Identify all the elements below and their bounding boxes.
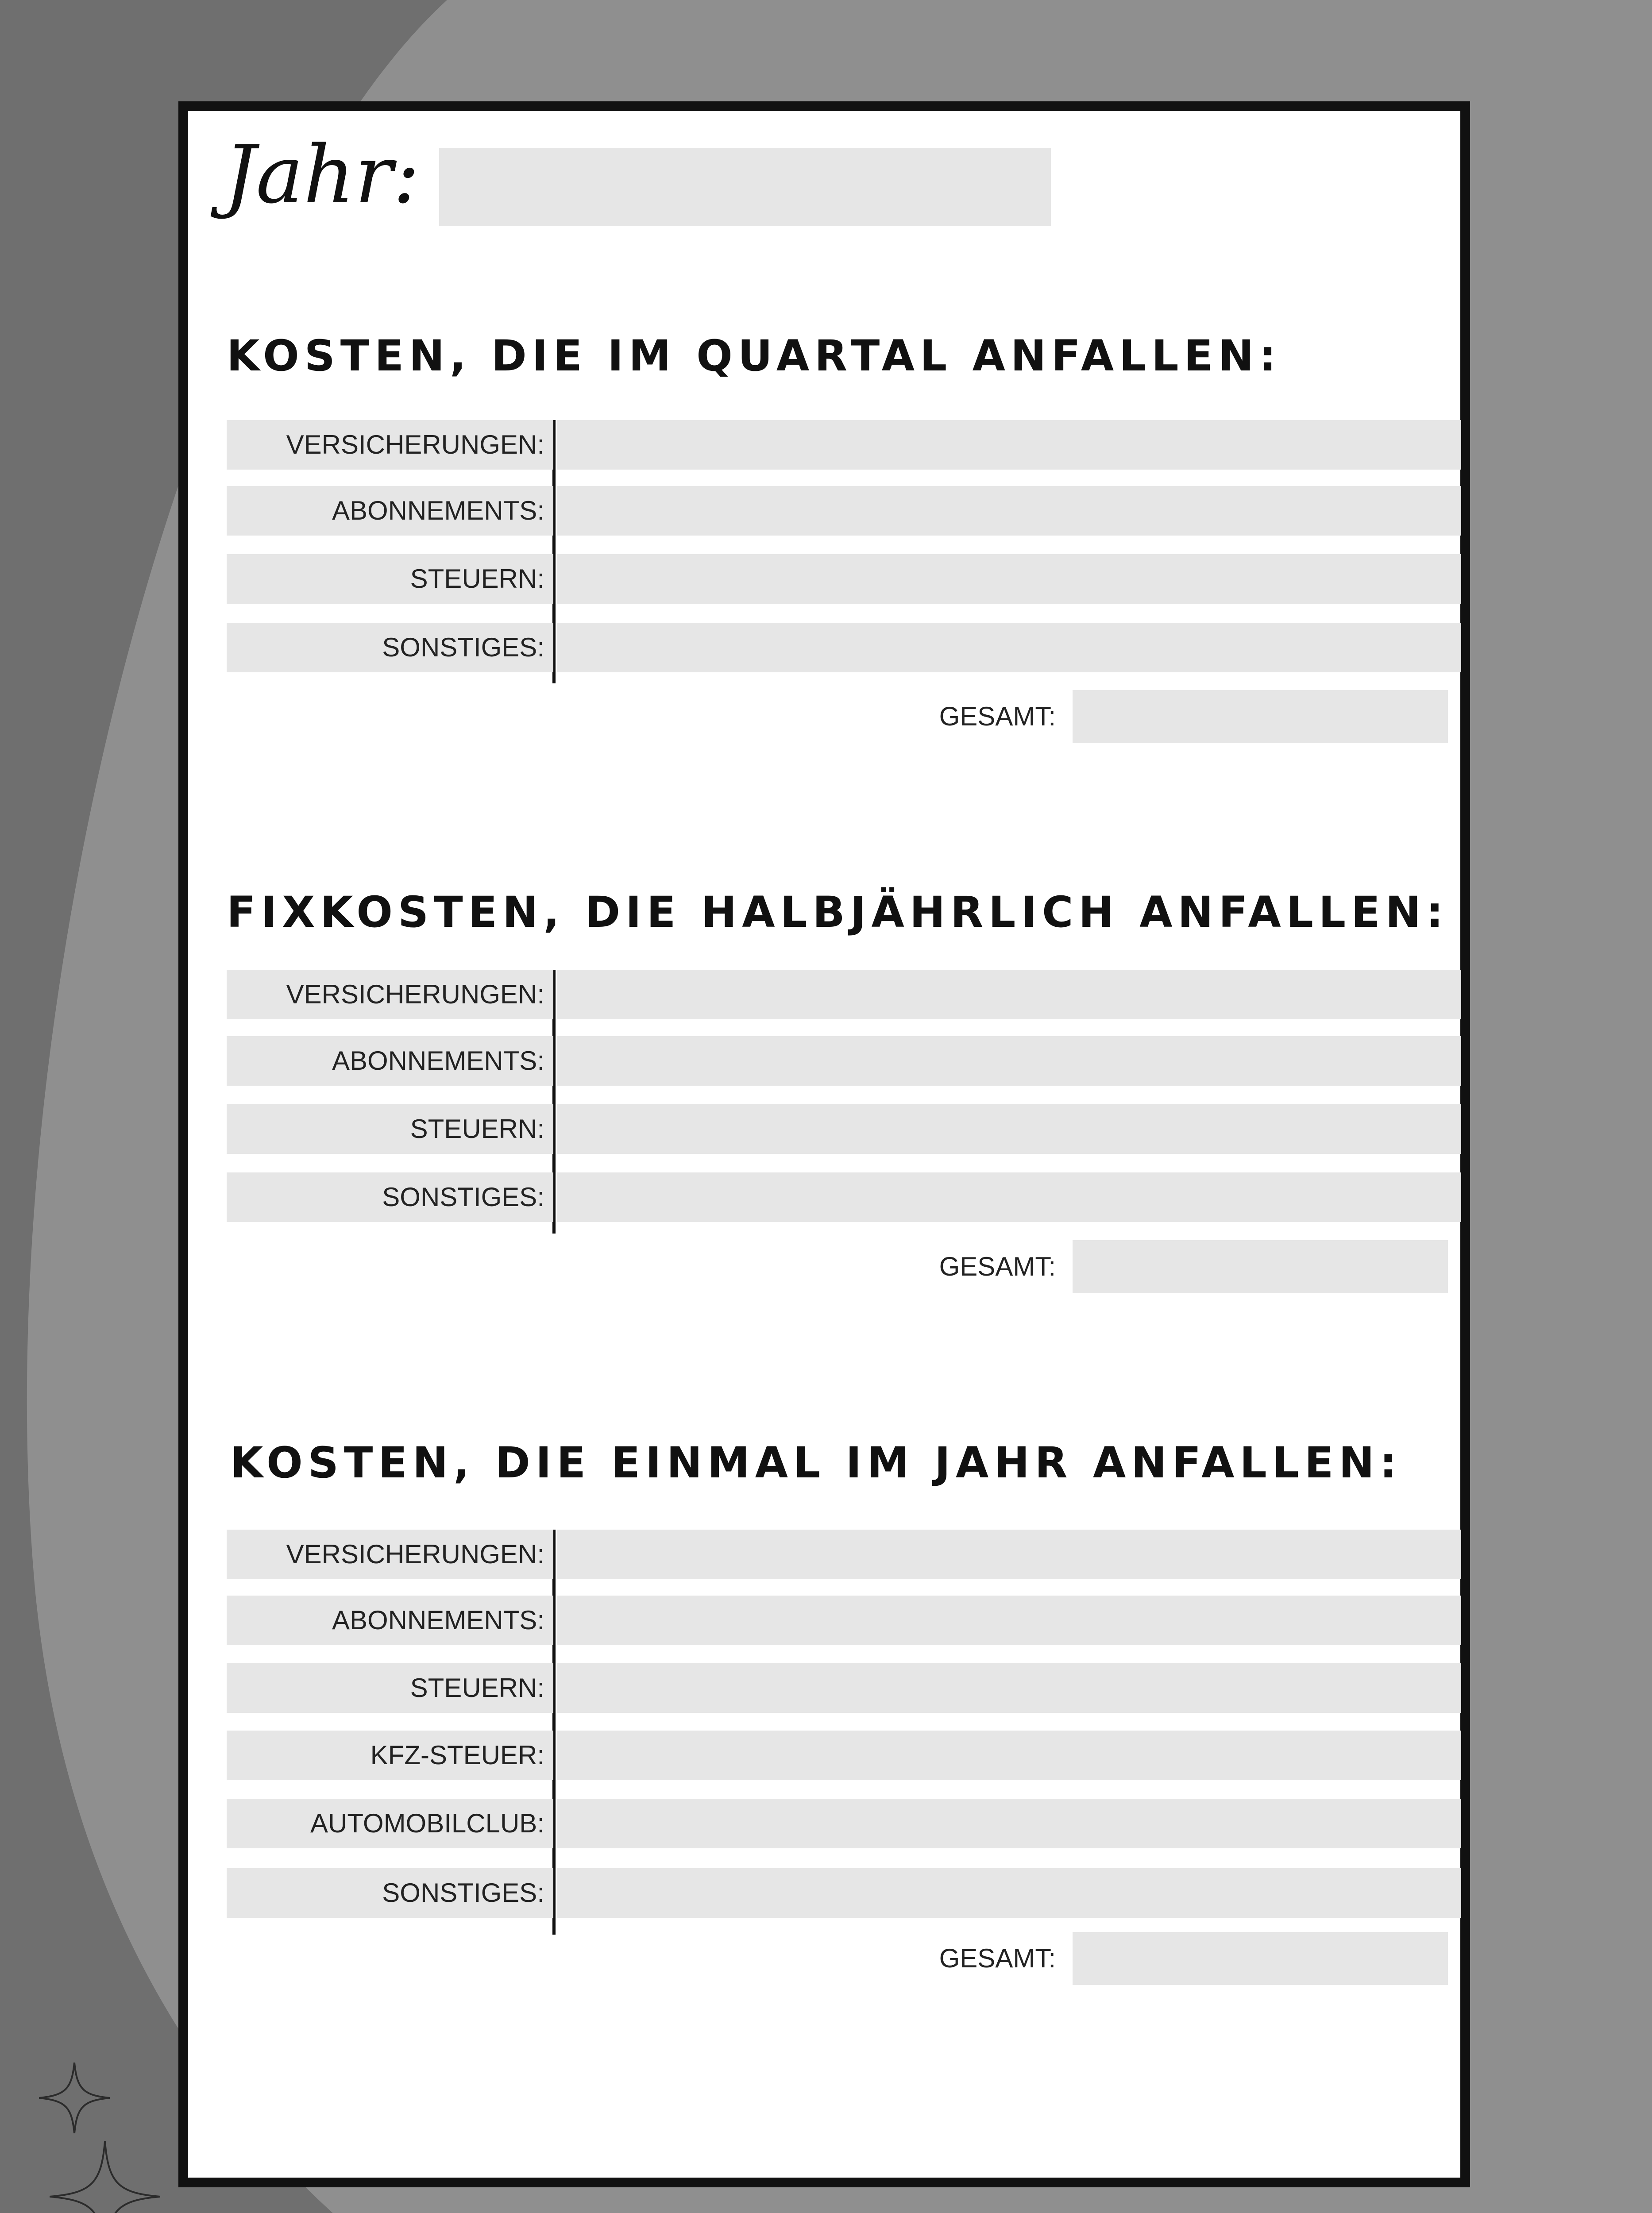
year-label: Jahr: (224, 129, 420, 221)
row-label: STEUERN: (410, 1673, 544, 1703)
section-title-quarterly: KOSTEN, DIE IM QUARTAL ANFALLEN: (227, 331, 1281, 381)
row-label: AUTOMOBILCLUB: (310, 1808, 544, 1838)
row-label: SONSTIGES: (382, 1182, 544, 1212)
total-label: GESAMT: (939, 1252, 1056, 1281)
input-field-versicherungen[interactable] (557, 1530, 1461, 1579)
total-field[interactable] (1073, 1932, 1448, 1985)
input-field-automobilclub[interactable] (557, 1799, 1461, 1848)
row-label-cell (227, 554, 553, 604)
total-label: GESAMT: (939, 1943, 1056, 1973)
row-label-cell (227, 1799, 553, 1848)
row-label: STEUERN: (410, 1114, 544, 1144)
row-label-cell (227, 420, 553, 470)
total-field[interactable] (1073, 690, 1448, 743)
row-label-cell (227, 970, 553, 1019)
input-field-versicherungen[interactable] (557, 970, 1461, 1019)
total-field[interactable] (1073, 1240, 1448, 1293)
year-field[interactable] (439, 148, 1051, 226)
input-field-steuern[interactable] (557, 1663, 1461, 1713)
input-field-steuern[interactable] (557, 554, 1461, 604)
row-label: ABONNEMENTS: (332, 496, 544, 525)
form-sheet (178, 101, 1470, 2187)
input-field-abonnements[interactable] (557, 1036, 1461, 1086)
row-label-cell (227, 1868, 553, 1918)
input-field-versicherungen[interactable] (557, 420, 1461, 470)
row-label: ABONNEMENTS: (332, 1605, 544, 1635)
row-label: SONSTIGES: (382, 632, 544, 662)
section-title-semiannual: FIXKOSTEN, DIE HALBJÄHRLICH ANFALLEN: (227, 887, 1449, 937)
row-label-cell (227, 1731, 553, 1780)
row-label-cell (227, 1172, 553, 1222)
input-field-sonstiges[interactable] (557, 1868, 1461, 1918)
row-label-cell (227, 1530, 553, 1579)
total-label: GESAMT: (939, 702, 1056, 731)
input-field-abonnements[interactable] (557, 1596, 1461, 1645)
input-field-kfz-steuer[interactable] (557, 1731, 1461, 1780)
input-field-steuern[interactable] (557, 1104, 1461, 1154)
row-label: VERSICHERUNGEN: (286, 430, 544, 459)
row-label-cell (227, 1104, 553, 1154)
row-label-cell (227, 623, 553, 672)
row-label: VERSICHERUNGEN: (286, 1539, 544, 1569)
row-label: KFZ-STEUER: (370, 1740, 544, 1770)
input-field-sonstiges[interactable] (557, 623, 1461, 672)
input-field-abonnements[interactable] (557, 486, 1461, 536)
row-label-cell (227, 1596, 553, 1645)
row-label: ABONNEMENTS: (332, 1046, 544, 1076)
row-label-cell (227, 1663, 553, 1713)
input-field-sonstiges[interactable] (557, 1172, 1461, 1222)
row-label: STEUERN: (410, 564, 544, 594)
row-label: VERSICHERUNGEN: (286, 979, 544, 1009)
four-point-star-icon (39, 2063, 110, 2133)
row-label-cell (227, 1036, 553, 1086)
section-title-yearly: KOSTEN, DIE EINMAL IM JAHR ANFALLEN: (230, 1438, 1402, 1488)
row-label: SONSTIGES: (382, 1878, 544, 1908)
four-point-star-icon (50, 2141, 160, 2213)
row-label-cell (227, 486, 553, 536)
